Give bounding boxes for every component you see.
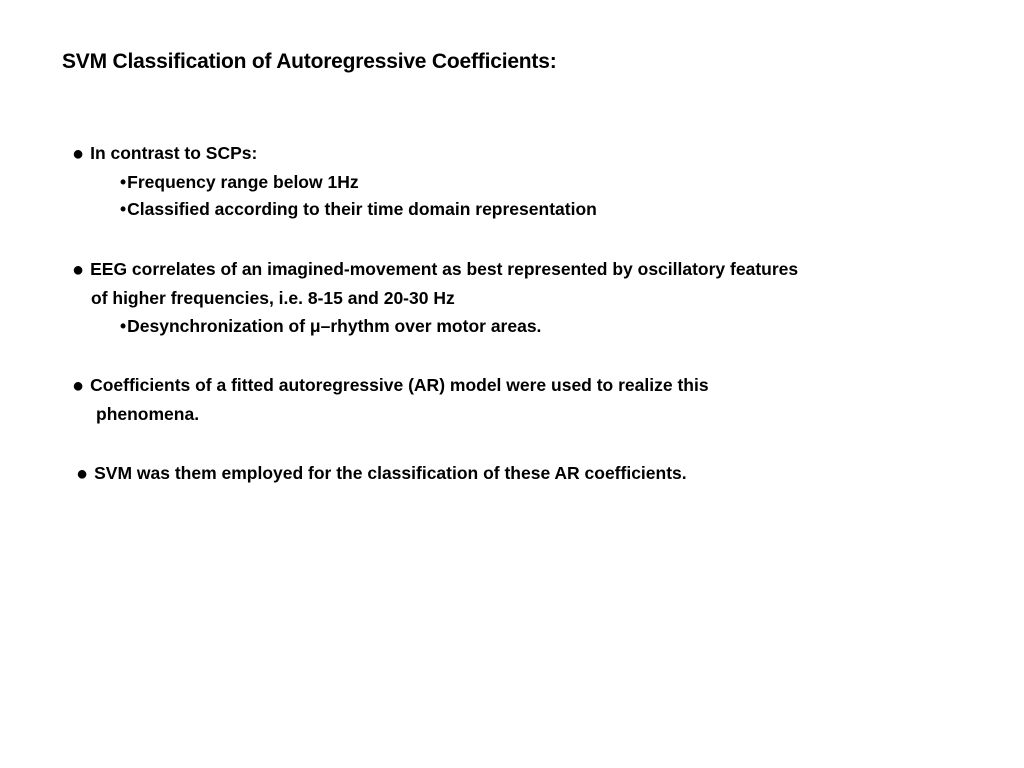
bullet-3-text-line-1: Coefficients of a fitted autoregressive (AR) model were used to realize this xyxy=(90,375,709,395)
bullet-2-text-line-2: of higher frequencies, i.e. 8-15 and 20-30 Hz xyxy=(91,288,455,308)
bullet-1-text: In contrast to SCPs: xyxy=(90,143,258,163)
bullet-1-line-1 xyxy=(72,142,257,165)
bullet-1-subitem-1-text: Frequency range below 1Hz xyxy=(127,172,359,192)
bullet-3-line-1 xyxy=(72,374,709,397)
bullet-2-line-1 xyxy=(72,258,798,281)
bullet-dot-icon: ● xyxy=(76,463,89,485)
bullet-dot-icon: ● xyxy=(72,143,85,165)
bullet-4-line-1 xyxy=(76,462,687,485)
bullet-3-text-line-2: phenomena. xyxy=(96,404,200,424)
bullet-2-subitem-1-text: Desynchronization of μ–rhythm over motor areas. xyxy=(127,316,542,336)
sub-bullet-dot-icon: • xyxy=(120,199,127,219)
bullet-3-line-2 xyxy=(96,403,199,425)
bullet-2-subitem-1 xyxy=(120,315,541,337)
bullet-2-text-line-1: EEG correlates of an imagined-movement as best represented by oscillatory features xyxy=(90,259,799,279)
bullet-1-subitem-1 xyxy=(120,171,359,193)
slide-title: SVM Classification of Autoregressive Coefficients: xyxy=(62,50,557,73)
bullet-dot-icon: ● xyxy=(72,375,85,397)
bullet-2-line-2 xyxy=(91,287,455,309)
bullet-4-text: SVM was them employed for the classification of these AR coefficients. xyxy=(94,463,687,483)
sub-bullet-dot-icon: • xyxy=(120,316,127,336)
sub-bullet-dot-icon: • xyxy=(120,172,127,192)
bullet-1-subitem-2 xyxy=(120,198,597,220)
bullet-dot-icon: ● xyxy=(72,259,85,281)
bullet-1-subitem-2-text: Classified according to their time domain representation xyxy=(127,199,597,219)
